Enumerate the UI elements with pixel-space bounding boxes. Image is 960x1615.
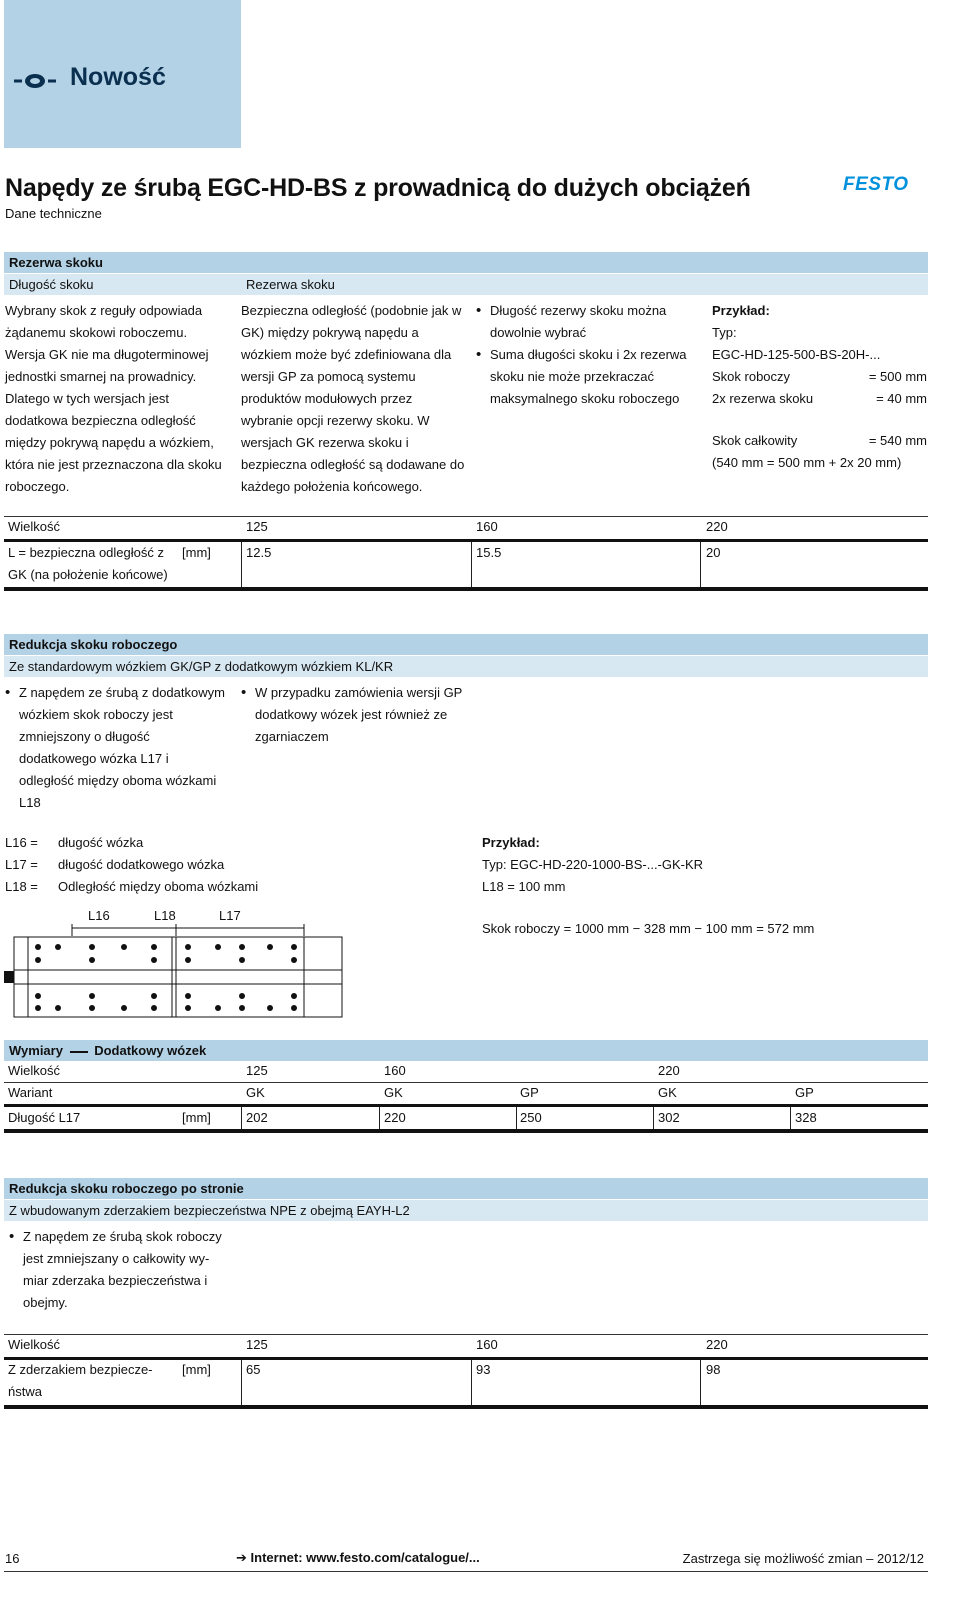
s2-bullet-col2 (241, 682, 462, 748)
table-rule (4, 587, 928, 591)
row-label: Skok całkowity (712, 433, 798, 448)
table-rule (4, 1405, 928, 1409)
bullet-item (241, 682, 462, 748)
size-160: 160 (476, 1337, 498, 1352)
col-divider (241, 1360, 242, 1406)
footer-internet[interactable] (236, 1550, 480, 1566)
def-key: L16 = (5, 835, 38, 850)
text-line: wózkiem skok roboczy jest (19, 707, 173, 722)
definition-row (5, 832, 258, 854)
col-divider (516, 1107, 517, 1129)
text-line: odległość między oboma wózkami (19, 773, 217, 788)
row-label: Długość L17 (8, 1110, 81, 1125)
text-line: • W przypadku zamówienia wersji GP (255, 685, 463, 700)
subheading-left: Długość skoku (9, 277, 94, 292)
def-value: długość dodatkowego wózka (58, 857, 225, 872)
table-cell: 250 (520, 1110, 542, 1125)
size-125: 125 (246, 519, 268, 534)
text-line: wózkiem może być zdefiniowana dla (241, 347, 452, 362)
table-cell: 328 (795, 1110, 817, 1125)
def-key: L17 = (5, 857, 38, 872)
page-number: 16 (5, 1551, 20, 1566)
size-220: 220 (706, 519, 728, 534)
text-line: obejmy. (23, 1295, 68, 1310)
text-line: każdego położenia końcowego. (241, 479, 423, 494)
text-line: L = bezpieczna odległość z (8, 545, 164, 560)
badge-title: Nowość (70, 63, 166, 91)
col-divider (790, 1107, 791, 1129)
row-label (8, 1359, 153, 1403)
dash-icon (70, 1051, 88, 1053)
col-divider (241, 542, 242, 590)
example-typ-label: Typ: (712, 325, 737, 340)
section-heading (4, 1040, 928, 1061)
size-125: 125 (246, 1337, 268, 1352)
size-label: Wielkość (8, 1063, 61, 1078)
arrow-right-icon: ➔ (236, 1550, 247, 1565)
s1-col2 (241, 300, 464, 498)
table-rule (4, 516, 928, 517)
text-line: • Suma długości skoku i 2x rezerwa (490, 347, 687, 362)
table-cell: 20 (706, 545, 721, 560)
unit: [mm] (182, 1362, 211, 1377)
col-divider (471, 542, 472, 590)
size-220: 220 (706, 1337, 728, 1352)
def-value: Odległość między oboma wózkami (58, 879, 259, 894)
table-cell: 302 (658, 1110, 680, 1125)
section-heading: Redukcja skoku roboczego (4, 634, 928, 655)
variant-cell: GP (795, 1085, 814, 1100)
text-line: wersjach GK rezerwa skoku i (241, 435, 409, 450)
table-rule (4, 1334, 928, 1335)
text-line: między pokrywą napędu a wózkiem, (5, 435, 214, 450)
bullet-item (9, 1226, 222, 1314)
text-line: • Z napędem ze śrubą skok roboczy (23, 1229, 222, 1244)
heading-part: Wymiary (9, 1043, 63, 1058)
table-cell: 65 (246, 1362, 261, 1377)
text-line: dodatkowa bezpieczna odległość (5, 413, 196, 428)
size-160: 160 (384, 1063, 406, 1078)
text-line: która nie jest przeznaczona dla skoku (5, 457, 222, 472)
s2-example (482, 832, 814, 940)
col-divider (379, 1107, 380, 1129)
text-line: wybranie opcji rezerwy skoku. W (241, 413, 430, 428)
row-value: = 500 mm (868, 369, 927, 384)
size-125: 125 (246, 1063, 268, 1078)
text-line: jednostki smarnej na prowadnicy. (5, 369, 197, 384)
size-220: 220 (658, 1063, 680, 1078)
row-label (8, 542, 168, 586)
table-rule (4, 1129, 928, 1133)
footer-link[interactable]: Internet: www.festo.com/catalogue/... (250, 1550, 480, 1565)
footer-rule (4, 1571, 928, 1572)
table-cell: 12.5 (246, 545, 272, 560)
text-line: • Z napędem ze śrubą z dodatkowym (19, 685, 225, 700)
example-l18: L18 = 100 mm (482, 879, 566, 894)
unit: [mm] (182, 1110, 211, 1125)
carriage-diagram (4, 920, 344, 1020)
section-subheading (4, 274, 928, 295)
text-line: L18 (19, 795, 41, 810)
section-heading: Rezerwa skoku (4, 252, 928, 273)
table-cell: 202 (246, 1110, 268, 1125)
page-subtitle: Dane techniczne (5, 206, 102, 221)
variant-cell: GK (658, 1085, 677, 1100)
size-label: Wielkość (8, 519, 61, 534)
section-heading: Redukcja skoku roboczego po stronie (4, 1178, 928, 1199)
nowosc-icon (14, 70, 56, 92)
row-value: = 40 mm (876, 391, 927, 406)
col-divider (700, 1360, 701, 1406)
s1-example (712, 300, 927, 474)
row-value: = 540 mm (868, 433, 927, 448)
col-divider (471, 1360, 472, 1406)
example-row (712, 430, 927, 452)
example-row (712, 366, 927, 388)
example-label: Przykład: (482, 835, 540, 850)
heading-part: Dodatkowy wózek (94, 1043, 207, 1058)
variant-cell: GK (246, 1085, 265, 1100)
text-line: miar zderzaka bezpieczeństwa i (23, 1273, 208, 1288)
col-divider (241, 1107, 242, 1129)
example-row (712, 388, 927, 410)
row-label: 2x rezerwa skoku (712, 391, 814, 406)
example-calc: (540 mm = 500 mm + 2x 20 mm) (712, 455, 902, 470)
text-line: żądanemu skokowi roboczemu. (5, 325, 188, 340)
definition-row (5, 854, 258, 876)
s1-bullets (476, 300, 687, 410)
col-divider (700, 542, 701, 590)
text-line: GK (na położenie końcowe) (8, 567, 168, 582)
text-line: maksymalnego skoku roboczego (490, 391, 680, 406)
text-line: Wersja GK nie ma długoterminowej (5, 347, 209, 362)
text-line: skoku nie może przekraczać (490, 369, 655, 384)
table-rule (4, 1082, 928, 1083)
text-line: dodatkowego wózka L17 i (19, 751, 169, 766)
example-typ-value: EGC-HD-125-500-BS-20H-... (712, 347, 881, 362)
text-line: wersji GP za pomocą systemu (241, 369, 416, 384)
table-cell: 15.5 (476, 545, 502, 560)
example-typ: Typ: EGC-HD-220-1000-BS-...-GK-KR (482, 857, 704, 872)
unit: [mm] (182, 545, 211, 560)
bullet-item (476, 300, 687, 344)
variant-cell: GP (520, 1085, 539, 1100)
text-line: dodatkowy wózek jest również ze (255, 707, 448, 722)
dim-label-l16: L16 (88, 908, 110, 923)
text-line: roboczego. (5, 479, 70, 494)
bullet-item (5, 682, 225, 814)
size-160: 160 (476, 519, 498, 534)
s4-bullets (9, 1226, 222, 1314)
footer-notice: Zastrzega się możliwość zmian – 2012/12 (682, 1551, 924, 1566)
size-label: Wielkość (8, 1337, 61, 1352)
section-subheading: Ze standardowym wózkiem GK/GP z dodatkowym wózkiem KL/KR (4, 656, 928, 677)
text-line: Bezpieczna odległość (podobnie jak w (241, 303, 462, 318)
example-label: Przykład: (712, 303, 770, 318)
table-cell: 220 (384, 1110, 406, 1125)
section-subheading: Z wbudowanym zderzakiem bezpieczeństwa NPE z obejmą EAYH-L2 (4, 1200, 928, 1221)
s1-col1 (5, 300, 222, 498)
row-label: Skok roboczy (712, 369, 791, 384)
text-line: • Długość rezerwy skoku można (490, 303, 667, 318)
col-divider (653, 1107, 654, 1129)
definition-row (5, 876, 258, 898)
festo-logo: FESTO (843, 174, 909, 195)
def-value: długość wózka (58, 835, 144, 850)
text-line: GK) między pokrywą napędu a (241, 325, 419, 340)
s2-bullet-col1 (5, 682, 225, 814)
table-cell: 98 (706, 1362, 721, 1377)
text-line: bezpieczna odległość są dodawane do (241, 457, 465, 472)
def-key: L18 = (5, 879, 38, 894)
text-line: zmniejszony o długość (19, 729, 150, 744)
text-line: Dlatego w tych wersjach jest (5, 391, 170, 406)
dim-label-l18: L18 (154, 908, 176, 923)
text-line: produktów modułowych przez (241, 391, 413, 406)
text-line: Wybrany skok z reguły odpowiada (5, 303, 203, 318)
text-line: jest zmniejszany o całkowity wy- (23, 1251, 210, 1266)
definitions (5, 832, 258, 898)
bullet-item (476, 344, 687, 410)
example-calc: Skok roboczy = 1000 mm − 328 mm − 100 mm = 572 mm (482, 921, 815, 936)
subheading-mid: Rezerwa skoku (246, 277, 335, 292)
text-line: ństwa (8, 1384, 42, 1399)
table-cell: 93 (476, 1362, 491, 1377)
variant-label: Wariant (8, 1085, 53, 1100)
dim-label-l17: L17 (219, 908, 241, 923)
text-line: Z zderzakiem bezpiecze- (8, 1362, 153, 1377)
page-title: Napędy ze śrubą EGC-HD-BS z prowadnicą do dużych obciążeń (5, 174, 751, 202)
text-line: dowolnie wybrać (490, 325, 587, 340)
text-line: zgarniaczem (255, 729, 329, 744)
variant-cell: GK (384, 1085, 403, 1100)
